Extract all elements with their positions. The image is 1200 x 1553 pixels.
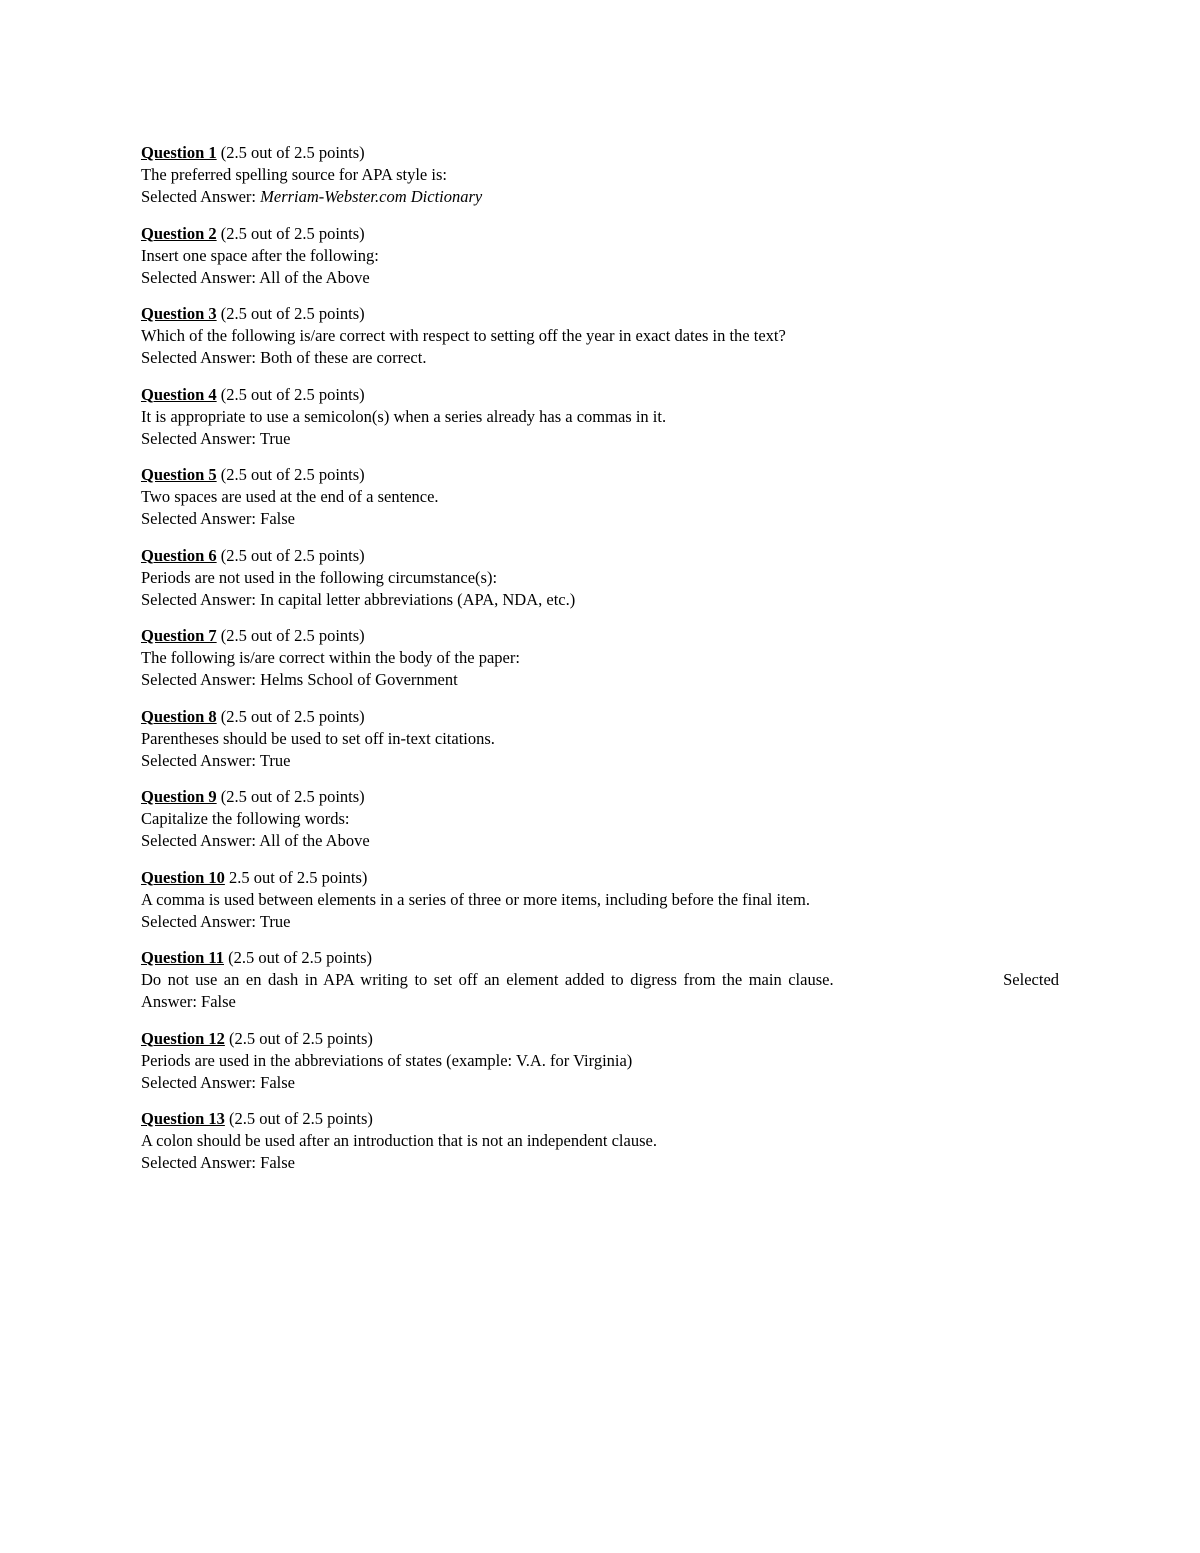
question-title: Question 12 (141, 1028, 225, 1048)
selected-answer-line (141, 911, 1071, 933)
selected-answer-line (141, 347, 1071, 369)
selected-answer-label: Selected Answer: (141, 750, 260, 770)
selected-answer-label: Selected Answer: (141, 911, 260, 931)
question-block-11 (141, 947, 1071, 1013)
question-prompt: Parentheses should be used to set off in-text citations. (141, 728, 495, 748)
question-points: (2.5 out of 2.5 points) (216, 384, 365, 404)
question-prompt: Capitalize the following words: (141, 809, 350, 828)
selected-answer-line (141, 830, 1071, 852)
question-prompt: The following is/are correct within the body of the paper: (141, 648, 520, 667)
question-header (141, 545, 1071, 567)
question-header (141, 1108, 1071, 1130)
question-prompt-with-answer (141, 969, 1059, 1013)
question-title: Question 10 (141, 867, 225, 887)
question-block-13 (141, 1108, 1071, 1174)
question-header (141, 303, 1071, 325)
selected-answer-line (141, 428, 1071, 450)
question-block-9 (141, 786, 1071, 852)
question-prompt: It is appropriate to use a semicolon(s) when a series already has a commas in it. (141, 406, 667, 426)
question-title: Question 11 (141, 948, 224, 967)
selected-answer-label: Selected Answer: (141, 187, 261, 206)
selected-answer: All of the Above (259, 831, 370, 850)
selected-answer-line (141, 1152, 1071, 1174)
question-block-5 (141, 464, 1071, 530)
selected-answer: False (260, 1072, 295, 1092)
selected-answer: In capital letter abbreviations (APA, NDA, etc.) (260, 589, 576, 609)
question-points: (2.5 out of 2.5 points) (216, 545, 365, 565)
selected-answer-line (141, 1072, 1071, 1094)
question-header (141, 706, 1071, 728)
question-points: (2.5 out of 2.5 points) (216, 465, 365, 484)
question-block-2 (141, 223, 1071, 289)
selected-answer-line (141, 508, 1071, 530)
question-points: (2.5 out of 2.5 points) (216, 787, 365, 806)
question-header (141, 947, 1071, 969)
question-points: (2.5 out of 2.5 points) (224, 1028, 373, 1048)
question-prompt: Periods are not used in the following circumstance(s): (141, 567, 498, 587)
question-block-7 (141, 625, 1071, 691)
question-points: (2.5 out of 2.5 points) (216, 706, 365, 726)
question-prompt: Do not use an en dash in APA writing to set off an element added to digress from the main clause. (141, 970, 834, 989)
question-header (141, 625, 1071, 647)
selected-answer-label: Selected Answer: (141, 509, 261, 528)
question-points: (2.5 out of 2.5 points) (224, 1109, 373, 1128)
question-title: Question 7 (141, 626, 217, 645)
question-block-4 (141, 384, 1071, 450)
question-prompt: Two spaces are used at the end of a sentence. (141, 487, 439, 506)
question-prompt: A colon should be used after an introduction that is not an independent clause. (141, 1131, 657, 1150)
question-title: Question 2 (141, 223, 217, 243)
question-block-8 (141, 706, 1071, 772)
question-title: Question 13 (141, 1109, 225, 1128)
selected-answer-label: Selected Answer: (141, 428, 260, 448)
question-title: Question 1 (141, 143, 217, 162)
question-header (141, 1028, 1071, 1050)
selected-answer: True (259, 428, 291, 448)
question-block-1 (141, 142, 1071, 208)
question-title: Question 9 (141, 787, 217, 806)
question-block-3 (141, 303, 1071, 369)
question-points: (2.5 out of 2.5 points) (223, 948, 373, 967)
question-header (141, 464, 1071, 486)
question-title: Question 4 (141, 384, 217, 404)
question-points: 2.5 out of 2.5 points) (224, 867, 368, 887)
question-points: (2.5 out of 2.5 points) (216, 223, 365, 243)
question-points: (2.5 out of 2.5 points) (216, 626, 365, 645)
question-prompt: The preferred spelling source for APA style is: (141, 165, 447, 184)
selected-answer-label: Selected Answer: (141, 831, 260, 850)
question-title: Question 6 (141, 545, 217, 565)
question-block-12 (141, 1028, 1071, 1094)
selected-answer: True (259, 750, 291, 770)
selected-answer: True (259, 911, 291, 931)
selected-answer-label: Selected Answer: (141, 267, 260, 287)
selected-answer-label: Selected Answer: (141, 670, 261, 689)
selected-answer-label: Selected Answer: (141, 1153, 261, 1172)
selected-answer: False (260, 1153, 295, 1172)
question-header (141, 384, 1071, 406)
question-header (141, 786, 1071, 808)
question-prompt: Periods are used in the abbreviations of states (example: V.A. for Virginia) (141, 1050, 633, 1070)
question-header (141, 223, 1071, 245)
selected-answer: False (201, 992, 236, 1011)
selected-answer: Both of these are correct. (260, 348, 427, 367)
selected-answer-label: Selected Answer: (141, 970, 1060, 1011)
question-points: (2.5 out of 2.5 points) (216, 304, 365, 323)
selected-answer: Merriam-Webster.com Dictionary (260, 187, 483, 206)
question-header (141, 142, 1071, 164)
selected-answer-line (141, 186, 1071, 208)
question-prompt: Which of the following is/are correct with respect to setting off the year in exact dates in the text? (141, 326, 786, 345)
question-prompt: A comma is used between elements in a series of three or more items, including before the final item. (141, 889, 810, 909)
question-points: (2.5 out of 2.5 points) (216, 143, 365, 162)
selected-answer-label: Selected Answer: (141, 1072, 261, 1092)
selected-answer-line (141, 669, 1071, 691)
selected-answer: Helms School of Government (260, 670, 458, 689)
question-block-6 (141, 545, 1071, 611)
question-title: Question 5 (141, 465, 217, 484)
question-title: Question 8 (141, 706, 217, 726)
question-title: Question 3 (141, 304, 217, 323)
selected-answer-line (141, 589, 1071, 611)
question-prompt: Insert one space after the following: (141, 245, 379, 265)
selected-answer-label: Selected Answer: (141, 348, 261, 367)
selected-answer: False (260, 509, 295, 528)
selected-answer: All of the Above (259, 267, 370, 287)
selected-answer-label: Selected Answer: (141, 589, 261, 609)
question-block-10 (141, 867, 1071, 933)
selected-answer-line (141, 267, 1071, 289)
question-header (141, 867, 1071, 889)
document-page (141, 142, 1071, 1189)
selected-answer-line (141, 750, 1071, 772)
